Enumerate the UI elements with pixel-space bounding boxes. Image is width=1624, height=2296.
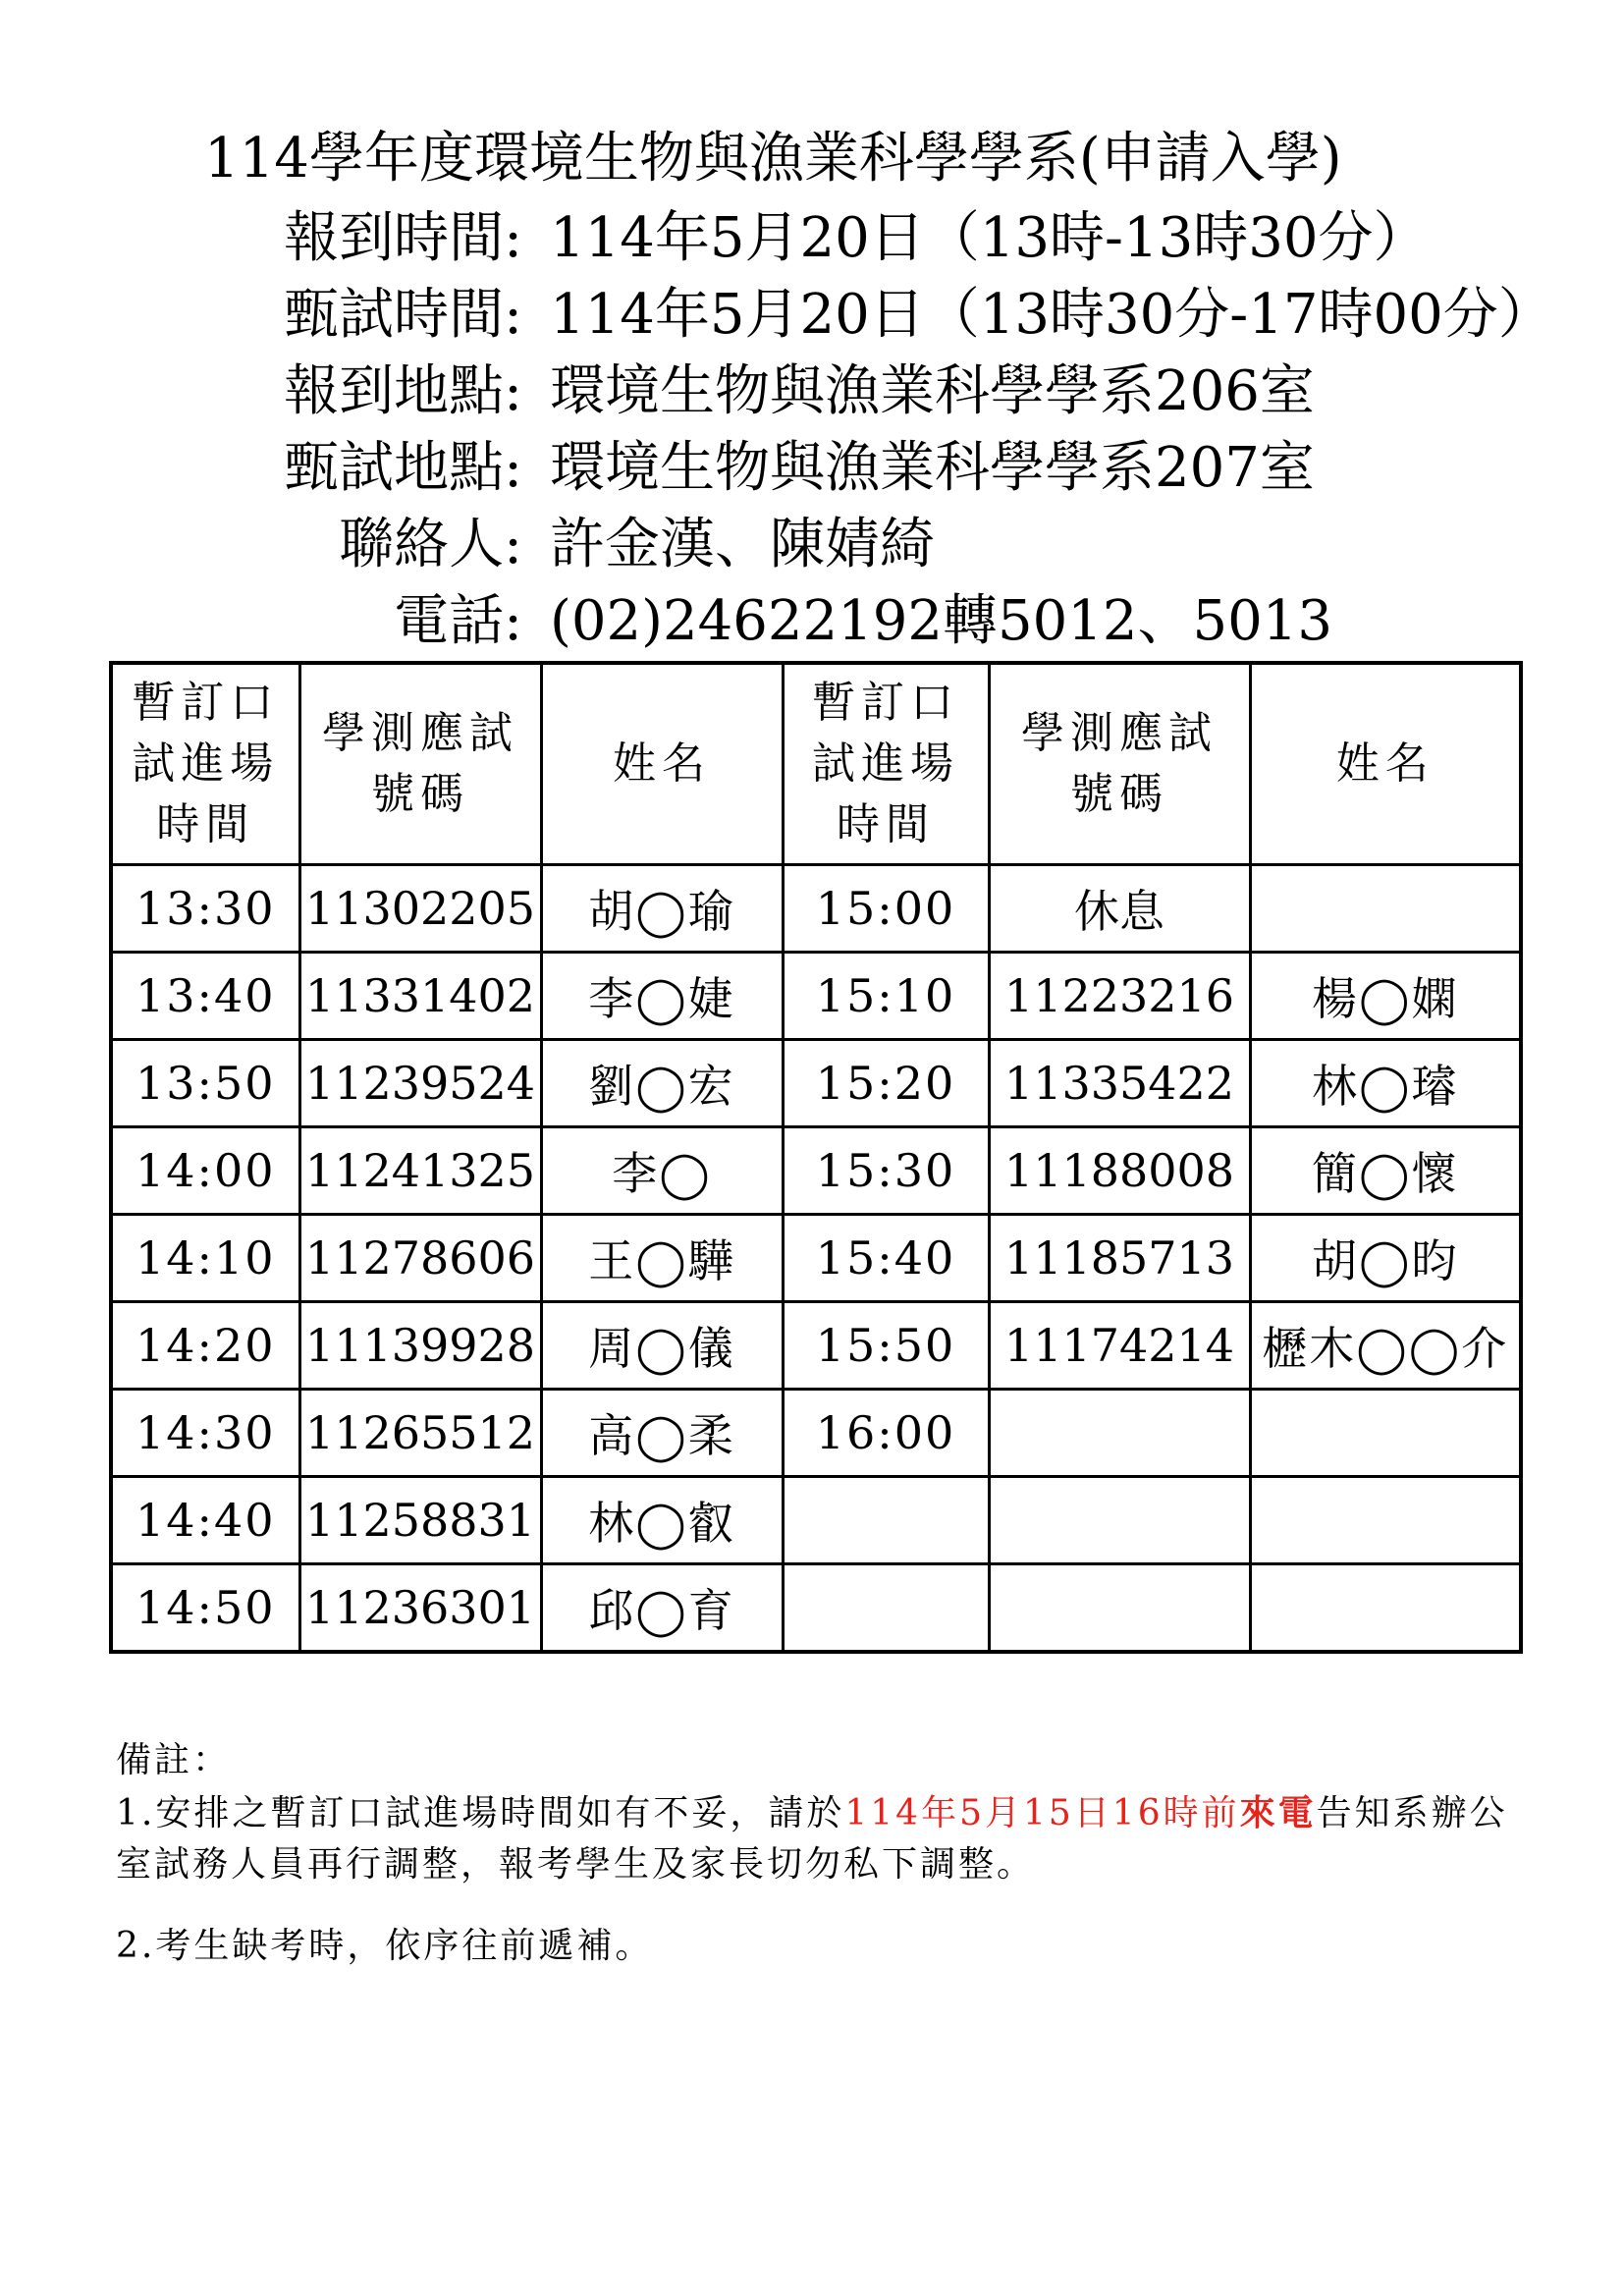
- slot-time: 15:10: [783, 953, 989, 1040]
- student-name: 簡◯懷: [1250, 1127, 1521, 1215]
- info-row-checkin-time: [0, 200, 1624, 277]
- exam-id: 11241325: [299, 1127, 541, 1215]
- info-value: 環境生物與漁業科學學系206室: [550, 359, 1315, 423]
- table-row: [111, 953, 1521, 1040]
- info-label: 聯絡人:: [339, 513, 522, 576]
- info-row-exam-place: [0, 430, 1624, 507]
- exam-id: 11185713: [989, 1215, 1250, 1302]
- header-name: 姓名: [541, 663, 783, 865]
- slot-time: 13:30: [111, 865, 299, 953]
- table-row: [111, 1477, 1521, 1564]
- header-time: [111, 663, 299, 865]
- info-value: 114年5月20日（13時-13時30分）: [550, 206, 1429, 270]
- slot-time: 14:00: [111, 1127, 299, 1215]
- exam-id: 11139928: [299, 1302, 541, 1390]
- exam-id: 休息: [989, 865, 1250, 953]
- slot-time: 14:30: [111, 1390, 299, 1477]
- slot-time: 15:40: [783, 1215, 989, 1302]
- exam-id: 11278606: [299, 1215, 541, 1302]
- student-name: 高◯柔: [541, 1390, 783, 1477]
- exam-id: [989, 1477, 1250, 1564]
- exam-id: 11265512: [299, 1390, 541, 1477]
- header-text: 時間: [156, 799, 255, 849]
- note-2: 2.考生缺考時，依序往前遞補。: [116, 1926, 654, 1966]
- table-row: [111, 1040, 1521, 1127]
- exam-id: 11331402: [299, 953, 541, 1040]
- student-name: 林◯叡: [541, 1477, 783, 1564]
- slot-time: 15:00: [783, 865, 989, 953]
- info-label: 甄試地點:: [284, 436, 522, 500]
- table-row: [111, 865, 1521, 953]
- exam-id: [989, 1564, 1250, 1653]
- student-name: [1250, 1390, 1521, 1477]
- slot-time: 15:20: [783, 1040, 989, 1127]
- notes-heading: 備註：: [116, 1740, 232, 1780]
- slot-time: 14:40: [111, 1477, 299, 1564]
- table-row: [111, 1390, 1521, 1477]
- header-text: 時間: [837, 799, 935, 849]
- header-text: 暫訂口: [812, 678, 959, 728]
- info-label: 報到時間:: [284, 206, 522, 270]
- header-exam-id: [989, 663, 1250, 865]
- exam-id: 11236301: [299, 1564, 541, 1653]
- info-label: 甄試時間:: [284, 283, 522, 347]
- slot-time: 14:20: [111, 1302, 299, 1390]
- header-exam-id: [299, 663, 541, 865]
- info-value: 環境生物與漁業科學學系207室: [550, 436, 1315, 500]
- table-row: [111, 1564, 1521, 1653]
- exam-id: 11223216: [989, 953, 1250, 1040]
- header-text: 號碼: [371, 769, 469, 819]
- note-1-text-rest: 告知系辦公室試務人員再行調整，報考學生及家長切勿私下調整。: [116, 1793, 1508, 1885]
- exam-id: 11258831: [299, 1477, 541, 1564]
- header-text: 暫訂口: [132, 678, 280, 728]
- student-name: 胡◯昀: [1250, 1215, 1521, 1302]
- student-name: 周◯儀: [541, 1302, 783, 1390]
- table-header-row: [111, 663, 1521, 865]
- header-text: 試進場: [132, 738, 280, 789]
- info-value: (02)24622192轉5012、5013: [550, 589, 1333, 653]
- slot-time: 16:00: [783, 1390, 989, 1477]
- info-value: 114年5月20日（13時30分-17時00分）: [550, 283, 1553, 347]
- slot-time: 13:40: [111, 953, 299, 1040]
- slot-time: 14:10: [111, 1215, 299, 1302]
- student-name: [1250, 1477, 1521, 1564]
- student-name: [1250, 865, 1521, 953]
- slot-time: 14:50: [111, 1564, 299, 1653]
- slot-time: 13:50: [111, 1040, 299, 1127]
- exam-id: 11302205: [299, 865, 541, 953]
- info-row-exam-time: [0, 277, 1624, 354]
- table-row: [111, 1127, 1521, 1215]
- header-name: 姓名: [1250, 663, 1521, 865]
- schedule-body: [111, 865, 1521, 1653]
- info-label: 電話:: [394, 589, 522, 653]
- exam-id: [989, 1390, 1250, 1477]
- info-row-checkin-place: [0, 354, 1624, 430]
- student-name: 林◯璿: [1250, 1040, 1521, 1127]
- slot-time: [783, 1564, 989, 1653]
- info-value: 許金漢、陳婧綺: [550, 513, 935, 576]
- student-name: 楊◯嫻: [1250, 953, 1521, 1040]
- slot-time: 15:30: [783, 1127, 989, 1215]
- table-row: [111, 1302, 1521, 1390]
- header-time: [783, 663, 989, 865]
- info-label: 報到地點:: [284, 359, 522, 423]
- student-name: [1250, 1564, 1521, 1653]
- note-1-text: 1.安排之暫訂口試進場時間如有不妥，請於: [116, 1793, 845, 1833]
- note-1-call: 來電: [1239, 1792, 1317, 1833]
- exam-id: 11188008: [989, 1127, 1250, 1215]
- header-text: 學測應試: [1021, 708, 1218, 758]
- header-text: 試進場: [812, 738, 959, 789]
- slot-time: [783, 1477, 989, 1564]
- note-1: [116, 1787, 1530, 1890]
- document-title: 114學年度環境生物與漁業科學學系(申請入學): [204, 127, 1342, 191]
- info-row-phone: [0, 583, 1624, 660]
- note-1-deadline: 114年5月15日16時前: [844, 1793, 1240, 1833]
- header-text: 學測應試: [322, 708, 518, 758]
- exam-id: 11174214: [989, 1302, 1250, 1390]
- schedule-table: [109, 661, 1523, 1654]
- info-row-contact: [0, 507, 1624, 583]
- exam-id: 11335422: [989, 1040, 1250, 1127]
- exam-id: 11239524: [299, 1040, 541, 1127]
- student-name: 櫪木◯◯介: [1250, 1302, 1521, 1390]
- slot-time: 15:50: [783, 1302, 989, 1390]
- student-name: 李◯婕: [541, 953, 783, 1040]
- student-name: 邱◯育: [541, 1564, 783, 1653]
- student-name: 胡◯瑜: [541, 865, 783, 953]
- student-name: 劉◯宏: [541, 1040, 783, 1127]
- student-name: 王◯驊: [541, 1215, 783, 1302]
- student-name: 李◯: [541, 1127, 783, 1215]
- header-text: 號碼: [1070, 769, 1168, 819]
- table-row: [111, 1215, 1521, 1302]
